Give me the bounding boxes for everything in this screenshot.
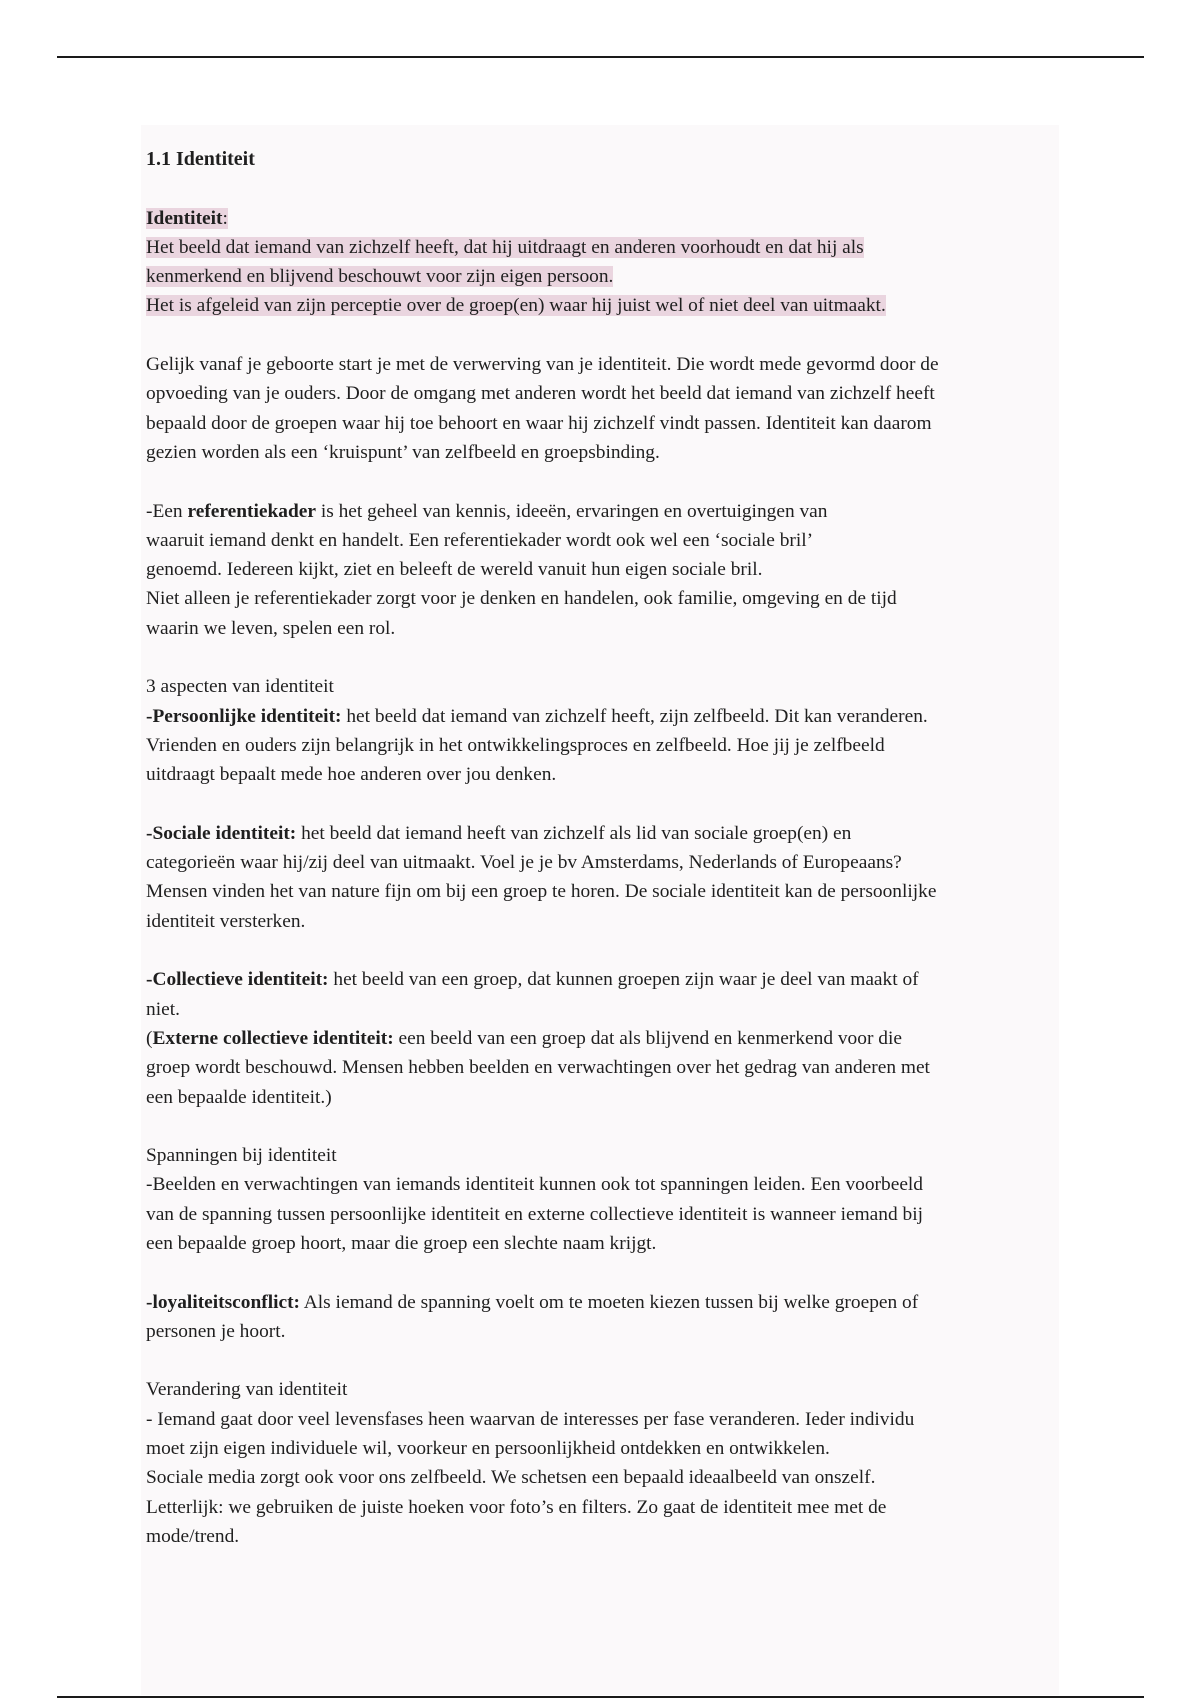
footer-rule bbox=[57, 1696, 1144, 1698]
definition-line: Het is afgeleid van zijn perceptie over de groep(en) waar hij juist wel of niet deel van uitmaakt. bbox=[146, 295, 886, 317]
collectieve-term: -Collectieve identiteit: bbox=[146, 969, 329, 991]
definition-line: Het beeld dat iemand van zichzelf heeft, dat hij uitdraagt en anderen voorhoudt en dat hij als bbox=[146, 236, 864, 258]
persoonlijke-identiteit-paragraph: 3 aspecten van identiteit -Persoonlijke identiteit: het beeld dat iemand van zichzelf heeft, zijn zelfbeeld. Dit kan veranderen. Vrienden en ouders zijn belangrijk in het ontwikkelingsproces en zelfbeeld. Hoe jij je zelfbeeld uitdraagt bepaalt mede hoe anderen over jou denken. bbox=[146, 672, 1061, 789]
page-title: 1.1 Identiteit bbox=[146, 148, 255, 170]
text-line: niet. bbox=[146, 998, 180, 1020]
loyaliteitsconflict-paragraph: -loyaliteitsconflict: Als iemand de spanning voelt om te moeten kiezen tussen bij welke groepen of personen je hoort. bbox=[146, 1288, 1061, 1347]
text-line: mode/trend. bbox=[146, 1525, 240, 1547]
section-heading: Spanningen bij identiteit bbox=[146, 1145, 337, 1167]
header-rule bbox=[57, 56, 1144, 58]
text-line: -Beelden en verwachtingen van iemands identiteit kunnen ook tot spanningen leiden. Een voorbeeld bbox=[146, 1174, 924, 1196]
text-line: Mensen vinden het van nature fijn om bij een groep te horen. De sociale identiteit kan de persoonlijke bbox=[146, 881, 937, 903]
sociale-term: -Sociale identiteit: bbox=[146, 822, 297, 844]
persoonlijke-term: -Persoonlijke identiteit: bbox=[146, 705, 342, 727]
text-line: een bepaalde groep hoort, maar die groep een slechte naam krijgt. bbox=[146, 1232, 657, 1254]
loyaliteit-term: -loyaliteitsconflict: bbox=[146, 1291, 300, 1313]
aspects-heading: 3 aspecten van identiteit bbox=[146, 676, 334, 698]
definition-line: kenmerkend en blijvend beschouwt voor zijn eigen persoon. bbox=[146, 266, 614, 288]
text-line: - Iemand gaat door veel levensfases heen waarvan de interesses per fase veranderen. Ieder individu bbox=[146, 1408, 915, 1430]
section-heading: Verandering van identiteit bbox=[146, 1379, 348, 1401]
text-line: genoemd. Iedereen kijkt, ziet en beleeft de wereld vanuit hun eigen sociale bril. bbox=[146, 559, 763, 581]
text-line: waarin we leven, spelen een rol. bbox=[146, 617, 396, 639]
text-line: van de spanning tussen persoonlijke identiteit en externe collectieve identiteit is wanneer iemand bij bbox=[146, 1203, 923, 1225]
text-line: groep wordt beschouwd. Mensen hebben beelden en verwachtingen over het gedrag van anderen met bbox=[146, 1057, 930, 1079]
text-line: Gelijk vanaf je geboorte start je met de verwerving van je identiteit. Die wordt mede gevormd door de bbox=[146, 354, 939, 376]
text-line: Letterlijk: we gebruiken de juiste hoeken voor foto’s en filters. Zo gaat de identiteit mee met de bbox=[146, 1496, 887, 1518]
text-line: Sociale media zorgt ook voor ons zelfbeeld. We schetsen een bepaald ideaalbeeld van onszelf. bbox=[146, 1467, 876, 1489]
referentiekader-paragraph: -Een referentiekader is het geheel van kennis, ideeën, ervaringen en overtuigingen van waaruit iemand denkt en handelt. Een referentiekader wordt ook wel een ‘sociale bril’ genoemd. Iedereen kijkt, ziet en beleeft de wereld vanuit hun eigen sociale bril. Niet alleen je referentiekader zorgt voor je denken en handelen, ook familie, omgeving en de tijd waarin we leven, spelen een rol. bbox=[146, 497, 1061, 643]
text-line: uitdraagt bepaalt mede hoe anderen over jou denken. bbox=[146, 764, 557, 786]
text-line: waaruit iemand denkt en handelt. Een referentiekader wordt ook wel een ‘sociale bril’ bbox=[146, 529, 814, 551]
collectieve-identiteit-paragraph: -Collectieve identiteit: het beeld van een groep, dat kunnen groepen zijn waar je deel van maakt of niet. (Externe collectieve identiteit: een beeld van een groep dat als blijvend en kenmerkend voor die groep wordt beschouwd. Mensen hebben beelden en verwachtingen over het gedrag van anderen met een bepaalde identiteit.) bbox=[146, 965, 1061, 1111]
externe-term: Externe collectieve identiteit: bbox=[152, 1027, 394, 1049]
text-line: categorieën waar hij/zij deel van uitmaakt. Voel je je bv Amsterdams, Nederlands of Europeaans? bbox=[146, 852, 902, 874]
text-line: bepaald door de groepen waar hij toe behoort en waar hij zichzelf vindt passen. Identiteit kan daarom bbox=[146, 412, 932, 434]
text-line: Niet alleen je referentiekader zorgt voor je denken en handelen, ook familie, omgeving en de tijd bbox=[146, 588, 897, 610]
text-line: personen je hoort. bbox=[146, 1320, 286, 1342]
sociale-identiteit-paragraph: -Sociale identiteit: het beeld dat iemand heeft van zichzelf als lid van sociale groep(en) en categorieën waar hij/zij deel van uitmaakt. Voel je je bv Amsterdams, Nederlands of Europeaans? Mensen vinden het van nature fijn om bij een groep te horen. De sociale identiteit kan de persoonlijke identiteit versterken. bbox=[146, 819, 1061, 936]
text-line: Vrienden en ouders zijn belangrijk in het ontwikkelingsproces en zelfbeeld. Hoe jij je zelfbeeld bbox=[146, 734, 885, 756]
spanningen-paragraph bbox=[146, 1141, 1061, 1258]
document-body bbox=[146, 145, 1061, 1551]
definition-block: Identiteit: Het beeld dat iemand van zichzelf heeft, dat hij uitdraagt en anderen voorhoudt en dat hij als kenmerkend en blijvend beschouwt voor zijn eigen persoon. Het is afgeleid van zijn perceptie over de groep(en) waar hij juist wel of niet deel van uitmaakt. bbox=[146, 207, 886, 317]
text-line: gezien worden als een ‘kruispunt’ van zelfbeeld en groepsbinding. bbox=[146, 441, 660, 463]
text-line: moet zijn eigen individuele wil, voorkeur en persoonlijkheid ontdekken en ontwikkelen. bbox=[146, 1438, 830, 1460]
text-line: opvoeding van je ouders. Door de omgang met anderen wordt het beeld dat iemand van zichzelf heeft bbox=[146, 383, 935, 405]
verandering-paragraph bbox=[146, 1375, 1061, 1551]
intro-paragraph bbox=[146, 350, 1061, 467]
definition-term: Identiteit bbox=[146, 207, 223, 229]
text-line: een bepaalde identiteit.) bbox=[146, 1086, 332, 1108]
text-line: identiteit versterken. bbox=[146, 910, 306, 932]
referentiekader-term: referentiekader bbox=[187, 500, 316, 522]
